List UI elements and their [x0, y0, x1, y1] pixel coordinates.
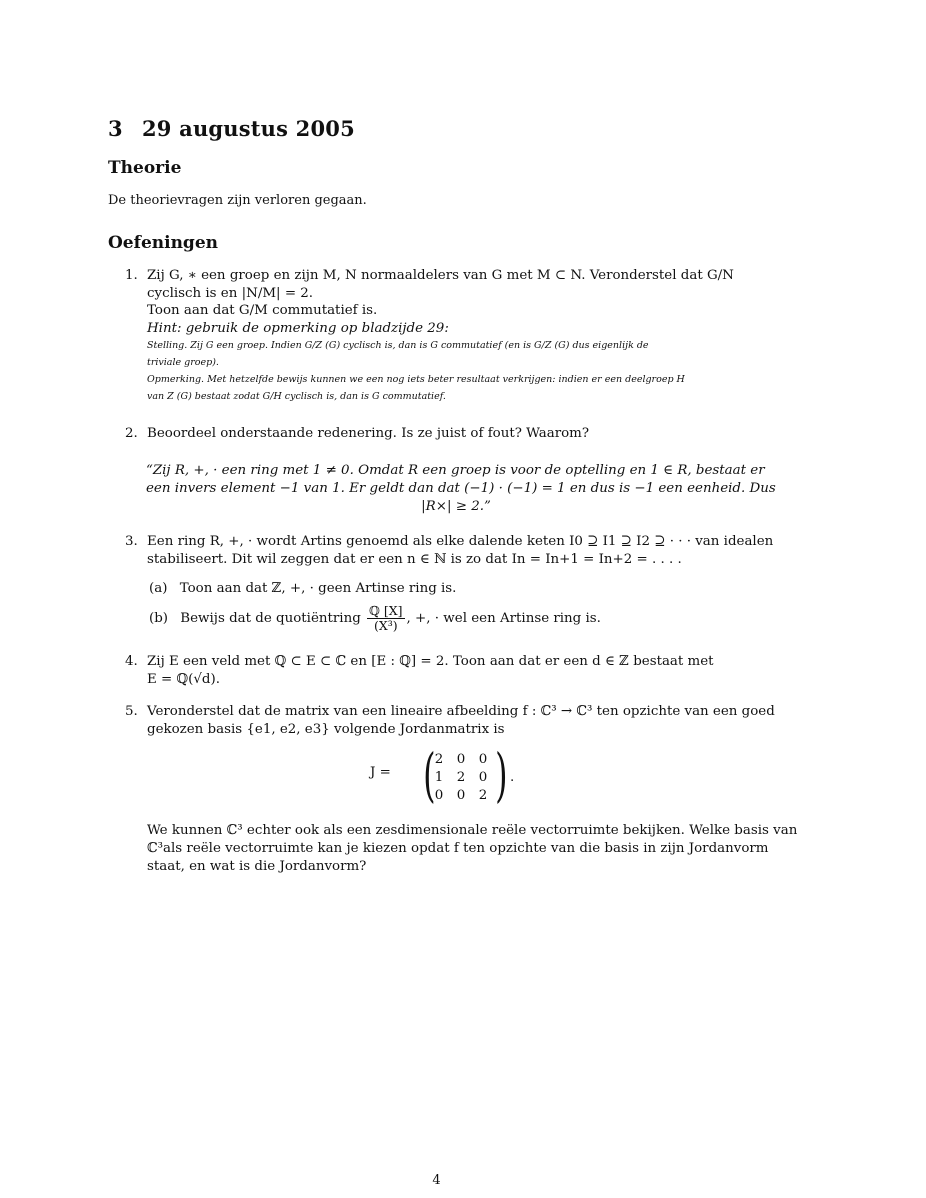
exercise-number: 2. [125, 426, 138, 441]
exercise-line: Zij G, ∗ een groep en zijn M, N normaaldelers van G met M ⊂ N. Veronderstel dat G/N [147, 268, 734, 283]
exercise-line: gekozen basis {e1, e2, e3} volgende Jordanmatrix is [147, 721, 505, 737]
section-number: 3 [108, 116, 123, 141]
matrix-row [428, 752, 494, 767]
quote-line: |R×| ≥ 2.” [421, 499, 491, 514]
exercise-line: E = ℚ(√d). [147, 671, 220, 687]
matrix-left-paren: ( [423, 741, 436, 809]
matrix-cell: 0 [434, 788, 444, 803]
subitem-a [149, 581, 456, 596]
quote-line: “Zij R, +, · een ring met 1 ≠ 0. Omdat R een groep is voor de optelling en 1 ∈ R, bestaat er [146, 463, 765, 478]
stelling-line: Stelling. Zij G een groep. Indien G/Z (G) cyclisch is, dan is G commutatief (en is G/Z (G) dus eigenlijk de [147, 340, 649, 351]
stelling-line: triviale groep). [147, 357, 219, 368]
exercise-line: Toon aan dat G/M commutatief is. [147, 303, 378, 318]
exercise-line: ℂ³als reële vectorruimte kan je kiezen opdat f ten opzichte van die basis in zijn Jordanvorm [147, 841, 769, 856]
section-title [108, 116, 355, 141]
theorie-text: De theorievragen zijn verloren gegaan. [108, 193, 367, 208]
matrix-cell: 2 [456, 770, 466, 785]
matrix-cell: 0 [478, 752, 488, 767]
subitem-label: (a) [149, 581, 168, 596]
page-number: 4 [432, 1173, 441, 1188]
subitem-text: Toon aan dat ℤ, +, · geen Artinse ring is. [179, 581, 457, 596]
exercise-line: Beoordeel onderstaande redenering. Is ze juist of fout? Waarom? [147, 426, 590, 441]
matrix-cell: 0 [456, 788, 466, 803]
exercise-number: 4. [125, 654, 138, 669]
matrix-period: . [510, 770, 515, 785]
exercise-number: 5. [125, 704, 138, 719]
exercise-line: Een ring R, +, · wordt Artins genoemd als elke dalende keten I0 ⊇ I1 ⊇ I2 ⊇ · · · van idealen [147, 534, 774, 549]
matrix-cell: 0 [456, 752, 466, 767]
oefeningen-heading: Oefeningen [108, 233, 218, 253]
exercise-line: Veronderstel dat de matrix van een lineaire afbeelding f : ℂ³ → ℂ³ ten opzichte van een goed [147, 704, 775, 719]
opmerking-line: van Z (G) bestaat zodat G/H cyclisch is, dan is G commutatief. [147, 391, 446, 402]
exercise-line: cyclisch is en |N/M| = 2. [147, 285, 314, 301]
theorie-heading: Theorie [108, 158, 182, 178]
opmerking-line: Opmerking. Met hetzelfde bewijs kunnen we een nog iets beter resultaat verkrijgen: indien er een deelgroep H [147, 374, 685, 385]
matrix-cell: 1 [434, 770, 444, 785]
matrix-label: J = [370, 765, 391, 780]
exercise-line: Zij E een veld met ℚ ⊂ E ⊂ ℂ en [E : ℚ] = 2. Toon aan dat er een d ∈ ℤ bestaat met [147, 654, 714, 669]
section-date: 29 augustus 2005 [142, 116, 355, 141]
exercise-line: staat, en wat is die Jordanvorm? [147, 859, 367, 874]
subitem-label: (b) [149, 611, 169, 626]
quote-block [146, 462, 776, 516]
fraction [367, 604, 405, 633]
exercise-line: stabiliseert. Dit wil zeggen dat er een n ∈ ℕ is zo dat In = In+1 = In+2 = . . . . [147, 551, 682, 567]
subitem-text-tail: , +, · wel een Artinse ring is. [406, 611, 601, 626]
subitem-b [149, 604, 601, 633]
exercise-line: We kunnen ℂ³ echter ook als een zesdimensionale reële vectorruimte bekijken. Welke basis van [147, 823, 798, 838]
matrix-row [428, 788, 494, 803]
fraction-denominator: (X³) [373, 618, 398, 633]
matrix-cell: 2 [478, 788, 488, 803]
exercise-number: 3. [125, 534, 138, 549]
matrix-cell: 0 [478, 770, 488, 785]
fraction-numerator: ℚ [X] [369, 603, 403, 618]
matrix-right-paren: ) [495, 741, 508, 809]
exercise-number: 1. [125, 268, 138, 283]
matrix-cell: 2 [434, 752, 444, 767]
jordan-matrix [412, 741, 522, 810]
matrix-row [428, 770, 494, 785]
quote-line: een invers element −1 van 1. Er geldt dan dat (−1) · (−1) = 1 en dus is −1 een eenheid. Dus [146, 481, 776, 496]
hint-line: Hint: gebruik de opmerking op bladzijde 29: [147, 320, 449, 336]
subitem-text: Bewijs dat de quotiëntring [180, 611, 361, 626]
exercise-5-continuation [147, 822, 798, 876]
